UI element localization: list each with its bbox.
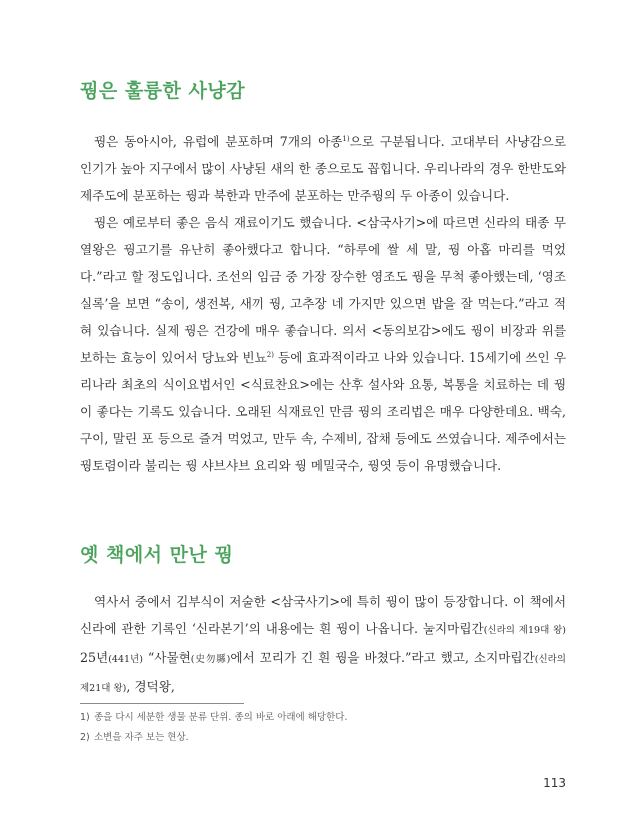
section2-body (80, 588, 566, 702)
footnotes (80, 712, 560, 752)
paragraph-text: 으로 구분됩니다. 고대부터 사냥감으로 인기가 높아 지구에서 많이 사냥된 새의 한 종으로도 꼽힙니다. 우리나라의 경우 한반도와 제주도에 분포하는 꿩과 북한과 만주에 분포하는 만주꿩의 두 아종이 있습니다. (80, 134, 566, 203)
footnote-number: 2) (80, 732, 90, 743)
paragraph (80, 209, 566, 479)
paragraph-text: 꿩은 동아시아, 유럽에 분포하며 7개의 아종 (94, 134, 343, 149)
footnote-2 (80, 732, 560, 744)
paren-note: (신라의 제21대 왕) (80, 654, 566, 694)
paragraph-text: 역사서 중에서 김부식이 저술한 <삼국사기>에 특히 꿩이 많이 등장합니다. 이 책에서 신라에 관한 기록인 ‘신라본기’의 내용에는 흰 꿩이 나옵니다. 눌지마립간 (80, 594, 566, 636)
paragraph-text: “사물현 (142, 650, 191, 665)
footnote-1 (80, 712, 560, 724)
paragraph-text: 25년 (80, 650, 109, 665)
footnote-ref-2[interactable]: 2) (266, 351, 274, 359)
paragraph-text: 등에 효과적이라고 나와 있습니다. 15세기에 쓰인 우리나라 최초의 식이요법서인 <식료찬요>에는 산후 설사와 요통, 복통을 치료하는 데 꿩이 좋다는 기록도 있습니다. 오래된 식재료인 만큼 꿩의 조리법은 매우 다양한데요. 백숙, 구이, 말린 포 등으로 즐겨 먹었고, 만두 속, 수제비, 잡채 등에도 쓰였습니다. 제주에서는 꿩토렴이라 불리는 꿩 샤브샤브 요리와 꿩 메밀국수, 꿩엿 등이 유명했습니다. (80, 350, 566, 473)
footnote-text: 종을 다시 세분한 생물 분류 단위. 종의 바로 아래에 해당한다. (94, 712, 348, 723)
paragraph (80, 588, 566, 702)
footnote-ref-1[interactable]: 1) (342, 135, 350, 143)
footnote-divider (80, 703, 244, 704)
paragraph (80, 128, 566, 209)
paragraph-text: , 경덕왕, (126, 679, 175, 694)
footnote-number: 1) (80, 712, 90, 723)
paragraph-text: 에서 꼬리가 긴 흰 꿩을 바쳤다.”라고 했고, 소지마립간 (230, 650, 535, 665)
paren-note: (441년) (108, 654, 143, 665)
paren-note: (史勿縣) (190, 654, 231, 665)
footnote-text: 소변을 자주 보는 현상. (94, 732, 189, 743)
section-heading-pheasant-hunting: 꿩은 훌륭한 사냥감 (80, 80, 246, 102)
section-heading-old-books: 옛 책에서 만난 꿩 (80, 544, 234, 566)
page-number: 113 (543, 776, 566, 790)
section1-body (80, 128, 566, 479)
paragraph-text: 꿩은 예로부터 좋은 음식 재료이기도 했습니다. <삼국사기>에 따르면 신라의 태종 무열왕은 꿩고기를 유난히 좋아했다고 합니다. “하루에 쌀 세 말, 꿩 아홉 마리를 먹었다.”라고 할 정도입니다. 조선의 임금 중 가장 장수한 영조도 꿩을 무척 좋아했는데, ‘영조실록’을 보면 “송이, 생전복, 새끼 꿩, 고추장 네 가지만 있으면 밥을 잘 먹는다.”라고 적혀 있습니다. 실제 꿩은 건강에 매우 좋습니다. 의서 <동의보감>에도 꿩이 비장과 위를 보하는 효능이 있어서 당뇨와 빈뇨 (80, 215, 566, 365)
paren-note: (신라의 제19대 왕) (483, 625, 566, 636)
